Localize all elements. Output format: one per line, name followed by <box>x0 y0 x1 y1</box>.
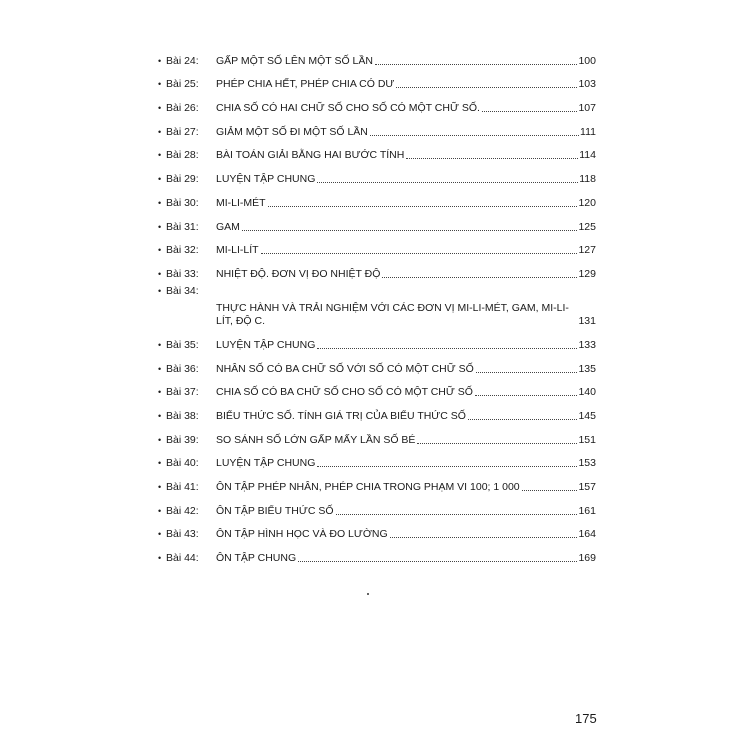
toc-entry <box>158 376 596 400</box>
lesson-page: 127 <box>578 244 596 257</box>
lesson-title: CHIA SỐ CÓ HAI CHỮ SỐ CHO SỐ CÓ MỘT CHỮ SỐ. <box>216 102 480 115</box>
bullet: • <box>158 268 162 279</box>
page-number: 175 <box>575 711 597 726</box>
lesson-title: THỰC HÀNH VÀ TRẢI NGHIỆM VỚI CÁC ĐƠN VỊ MI-LI-MÉT, GAM, MI-LI-LÍT, ĐỘ C. <box>216 302 569 328</box>
toc-entry <box>158 423 596 447</box>
bullet: • <box>158 79 162 90</box>
bullet: • <box>158 126 162 137</box>
dot-leader <box>336 513 578 515</box>
lesson-title: GẤP MỘT SỐ LÊN MỘT SỐ LẦN <box>216 54 373 67</box>
dot-leader <box>261 252 578 254</box>
lesson-title: LUYỆN TẬP CHUNG <box>216 338 316 351</box>
dot-leader <box>468 418 578 420</box>
lesson-page: 114 <box>579 149 596 162</box>
bullet: • <box>158 411 162 422</box>
toc-entry <box>158 494 596 518</box>
dot-leader <box>317 347 577 349</box>
lesson-page: 120 <box>578 196 596 209</box>
lesson-title: NHIỆT ĐỘ. ĐƠN VỊ ĐO NHIỆT ĐỘ <box>216 267 381 280</box>
dot-leader <box>406 157 578 159</box>
dot-leader <box>476 371 578 373</box>
lesson-number: Bài 40: <box>166 457 199 470</box>
dot-leader <box>317 181 578 183</box>
lesson-title: CHIA SỐ CÓ BA CHỮ SỐ CHO SỐ CÓ MỘT CHỮ SỐ <box>216 386 473 399</box>
lesson-number: Bài 27: <box>166 125 199 138</box>
toc-entry <box>158 470 596 494</box>
lesson-number: Bài 36: <box>166 362 199 375</box>
bullet: • <box>158 197 162 208</box>
bullet: • <box>158 482 162 493</box>
lesson-number: Bài 43: <box>166 528 199 541</box>
lesson-title: GIẢM MỘT SỐ ĐI MỘT SỐ LẦN <box>216 125 368 138</box>
lesson-title: BIỂU THỨC SỐ. TÍNH GIÁ TRỊ CỦA BIỂU THỨC SỐ <box>216 410 466 423</box>
toc-entry <box>158 91 596 115</box>
lesson-page: 164 <box>578 528 596 541</box>
lesson-page: 153 <box>578 457 596 470</box>
table-of-contents <box>158 44 596 565</box>
bullet: • <box>158 245 162 256</box>
dot-leader <box>475 394 578 396</box>
dot-leader <box>268 205 578 207</box>
lesson-title: MI-LI-MÉT <box>216 196 266 209</box>
lesson-page: 103 <box>578 78 596 91</box>
bullet: • <box>158 387 162 398</box>
toc-entry <box>158 162 596 186</box>
bullet: • <box>158 339 162 350</box>
lesson-page: 157 <box>578 481 596 494</box>
toc-entry <box>158 352 596 376</box>
lesson-page: 151 <box>578 433 596 446</box>
toc-entry <box>158 115 596 139</box>
lesson-page: 169 <box>578 552 596 565</box>
toc-entry <box>158 399 596 423</box>
bullet: • <box>158 505 162 516</box>
toc-entry <box>158 447 596 471</box>
bullet: • <box>158 529 162 540</box>
dot-leader <box>417 442 577 444</box>
bullet: • <box>158 150 162 161</box>
toc-entry <box>158 186 596 210</box>
lesson-title: MI-LI-LÍT <box>216 244 259 257</box>
lesson-page: 111 <box>580 125 596 138</box>
toc-entry <box>158 210 596 234</box>
dot-leader <box>242 229 578 231</box>
lesson-number: Bài 37: <box>166 386 199 399</box>
lesson-page: 107 <box>578 102 596 115</box>
lesson-title: NHÂN SỐ CÓ BA CHỮ SỐ VỚI SỐ CÓ MỘT CHỮ SỐ <box>216 362 474 375</box>
lesson-page: 135 <box>578 362 596 375</box>
toc-entry <box>158 518 596 542</box>
dot-leader <box>382 276 577 278</box>
lesson-title: ÔN TẬP CHUNG <box>216 552 297 565</box>
lesson-page: 131 <box>578 315 596 328</box>
lesson-page: 140 <box>578 386 596 399</box>
lesson-title: BÀI TOÁN GIẢI BẰNG HAI BƯỚC TÍNH <box>216 149 405 162</box>
dot-leader <box>370 134 579 136</box>
lesson-page: 100 <box>578 54 596 67</box>
bullet: • <box>158 553 162 564</box>
toc-entry <box>158 541 596 565</box>
lesson-title: PHÉP CHIA HẾT, PHÉP CHIA CÓ DƯ <box>216 78 395 91</box>
lesson-title: GAM <box>216 220 240 233</box>
dot-leader <box>522 489 578 491</box>
print-mark <box>367 593 369 595</box>
lesson-page: 133 <box>578 338 596 351</box>
dot-leader <box>396 86 577 88</box>
lesson-number: Bài 35: <box>166 338 199 351</box>
bullet: • <box>158 285 162 296</box>
lesson-number: Bài 31: <box>166 220 199 233</box>
lesson-number: Bài 39: <box>166 433 199 446</box>
lesson-number: Bài 44: <box>166 552 199 565</box>
lesson-page: 161 <box>578 504 596 517</box>
lesson-number: Bài 38: <box>166 410 199 423</box>
toc-entry <box>158 44 596 68</box>
dot-leader <box>482 110 578 112</box>
dot-leader <box>298 560 577 562</box>
lesson-number: Bài 30: <box>166 196 199 209</box>
dot-leader <box>390 536 578 538</box>
toc-entry <box>158 139 596 163</box>
bullet: • <box>158 434 162 445</box>
dot-leader <box>317 465 577 467</box>
lesson-title: LUYỆN TẬP CHUNG <box>216 173 316 186</box>
lesson-title: ÔN TẬP PHÉP NHÂN, PHÉP CHIA TRONG PHẠM VI 100; 1 000 <box>216 481 520 494</box>
lesson-title: SO SÁNH SỐ LỚN GẤP MẤY LẦN SỐ BÉ <box>216 433 416 446</box>
toc-entry <box>158 257 596 281</box>
lesson-page: 145 <box>578 410 596 423</box>
lesson-page: 125 <box>578 220 596 233</box>
lesson-number: Bài 33: <box>166 267 199 280</box>
bullet: • <box>158 363 162 374</box>
bullet: • <box>158 55 162 66</box>
lesson-page: 129 <box>578 267 596 280</box>
bullet: • <box>158 103 162 114</box>
toc-entry <box>158 234 596 258</box>
bullet: • <box>158 174 162 185</box>
bullet: • <box>158 221 162 232</box>
bullet: • <box>158 458 162 469</box>
lesson-number: Bài 25: <box>166 78 199 91</box>
lesson-number: Bài 34: <box>166 284 199 297</box>
lesson-number: Bài 32: <box>166 244 199 257</box>
toc-entry <box>158 281 596 328</box>
lesson-number: Bài 42: <box>166 504 199 517</box>
lesson-title: ÔN TẬP BIỂU THỨC SỐ <box>216 504 334 517</box>
lesson-number: Bài 26: <box>166 102 199 115</box>
lesson-title: LUYỆN TẬP CHUNG <box>216 457 316 470</box>
lesson-title: ÔN TẬP HÌNH HỌC VÀ ĐO LƯỜNG <box>216 528 388 541</box>
lesson-number: Bài 29: <box>166 173 199 186</box>
lesson-number: Bài 41: <box>166 481 199 494</box>
toc-entry <box>158 328 596 352</box>
lesson-page: 118 <box>579 173 596 186</box>
lesson-number: Bài 24: <box>166 54 199 67</box>
lesson-number: Bài 28: <box>166 149 199 162</box>
dot-leader <box>375 63 578 65</box>
toc-entry <box>158 68 596 92</box>
